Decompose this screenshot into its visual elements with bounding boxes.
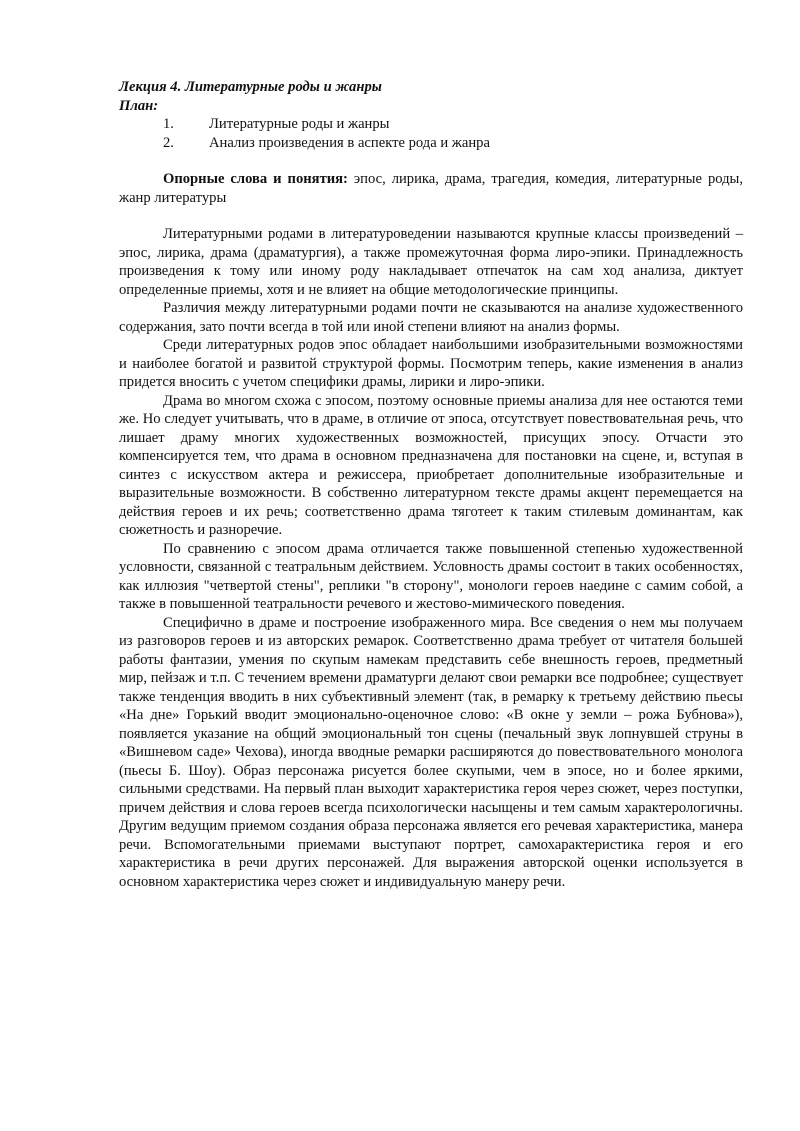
- lecture-title: Лекция 4. Литературные роды и жанры: [119, 79, 382, 95]
- body-paragraph: Специфично в драме и построение изображенного мира. Все сведения о нем мы получаем из разговоров героев и из авторских ремарок. Соответственно драма требует от читателя большей работы фантазии, умения по скупым намекам представить себе внешность героев, предметный мир, пейзаж и т.п. С течением времени драматурги делают свои ремарки все подробнее; существует также тенденция вводить в них субъективный элемент (так, в ремарку к третьему действию пьесы «На дне» Горький вводит эмоционально-оценочное слово: «В окне у земли – рожа Бубнова»), появляется указание на общий эмоциональный тон сцены (печальный звук лопнувшей струны в «Вишневом саде» Чехова), иногда вводные ремарки расширяются до повествовательного монолога (пьесы Б. Шоу). Образ персонажа рисуется более скупыми, чем в эпосе, но и более яркими, сильными средствами. На первый план выходит характеристика героя через сюжет, через поступки, причем действия и слова героев всегда психологически насыщены и тем самым характерологичны. Другим ведущим приемом создания образа персонажа является его речевая характеристика, манера речи. Вспомогательными приемами выступают портрет, самохарактеристика героя и его характеристика в речи других персонажей. Для выражения авторской оценки используется в основном характеристика через сюжет и индивидуальную манеру речи.: [119, 614, 743, 890]
- plan-item: [119, 134, 743, 153]
- plan-item-number: 1.: [163, 116, 174, 132]
- body-paragraph: По сравнению с эпосом драма отличается также повышенной степенью художественной условности, связанной с театральным действием. Условность драмы состоит в таких особенностях, как иллюзия "четвертой стены", реплики "в сторону", монологи героев наедине с самим собой, а также в повышенной театральности речевого и жестово-мимического поведения.: [119, 540, 743, 612]
- keywords-label: Опорные слова и понятия:: [163, 171, 348, 187]
- keywords-text: эпос, лирика, драма, трагедия, комедия, литературные роды, жанр литературы: [119, 171, 743, 206]
- body-paragraph: Литературными родами в литературоведении называются крупные классы произведений – эпос, лирика, драма (драматургия), а также промежуточная форма лиро-эпики. Принадлежность произведения к тому или иному роду накладывает отпечаток на сам ход анализа, диктует определенные приемы, хотя и не влияет на общие методологические принципы.: [119, 226, 743, 298]
- body-paragraph: Драма во многом схожа с эпосом, поэтому основные приемы анализа для нее остаются теми же. Но следует учитывать, что в драме, в отличие от эпоса, отсутствует повествовательная речь, что лишает драму многих художественных возможностей, присущих эпосу. Отчасти это компенсируется тем, что драма в основном предназначена для постановки на сцене, и, вступая в синтез с искусством актера и режиссера, приобретает дополнительные изобразительные и выразительные возможности. В собственно литературном тексте драмы акцент перемещается на действия героев и их речь; соответственно драма тяготеет к таким стилевым доминантам, как сюжетность и разноречие.: [119, 392, 743, 538]
- plan-list: [119, 115, 743, 152]
- plan-item-number: 2.: [163, 134, 174, 151]
- document-body: [119, 78, 743, 891]
- plan-heading: План:: [119, 97, 159, 114]
- plan-item: [119, 115, 743, 134]
- plan-item-text: Анализ произведения в аспекте рода и жанра: [209, 134, 490, 151]
- keywords-paragraph: [119, 170, 743, 207]
- body-paragraph: Различия между литературными родами почти не сказываются на анализе художественного содержания, зато почти всегда в той или иной степени влияют на анализ формы.: [119, 300, 743, 335]
- lecture-text: [119, 225, 743, 891]
- plan-item-text: Литературные роды и жанры: [209, 116, 390, 132]
- body-paragraph: Среди литературных родов эпос обладает наибольшими изобразительными возможностями и наиболее богатой и развитой структурой формы. Посмотрим теперь, какие изменения в анализ придется вносить с учетом специфики драмы, лирики и лиро-эпики.: [119, 337, 743, 390]
